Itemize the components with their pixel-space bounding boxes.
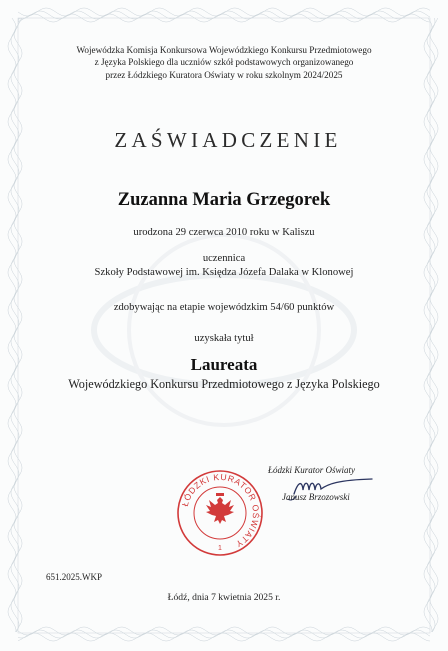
document-title: ZAŚWIADCZENIE — [114, 128, 342, 152]
school-name: Szkoły Podstawowej im. Księdza Józefa Dalaka w Klonowej — [94, 267, 354, 278]
guilloche-line — [424, 18, 432, 632]
eagle-emblem-icon — [206, 493, 234, 524]
recipient-name: Zuzanna Maria Grzegorek — [117, 190, 331, 210]
guilloche-line — [18, 11, 430, 19]
student-role: uczennica — [202, 253, 246, 264]
guilloche-line — [18, 8, 430, 16]
guilloche-line — [18, 627, 430, 635]
birth-info: urodzona 29 czerwca 2010 roku w Kaliszu — [133, 227, 315, 238]
guilloche-line — [14, 18, 22, 632]
stamp-ring-text: ŁÓDZKI KURATOR OŚWIATY — [179, 471, 262, 550]
reference-number: 651.2025.WKP — [46, 572, 102, 582]
stamp-number: 1 — [218, 545, 222, 552]
header-line: Wojewódzka Komisja Konkursowa Wojewódzkiego Konkursu Przedmiotowego — [76, 45, 372, 55]
guilloche-line — [430, 18, 438, 632]
signatory-name: Janusz Brzozowski — [282, 492, 350, 502]
official-stamp — [174, 467, 266, 559]
contest-name: Wojewódzkiego Konkursu Przedmiotowego z Języka Polskiego — [68, 377, 380, 391]
received-title-text: uzyskała tytuł — [194, 333, 254, 344]
guilloche-line — [8, 18, 16, 632]
guilloche-line — [427, 18, 435, 632]
signatory-title: Łódzki Kurator Oświaty — [268, 465, 356, 475]
header-line: z Języka Polskiego dla uczniów szkół podstawowych organizowanego — [94, 57, 354, 68]
points-info: zdobywając na etapie wojewódzkim 54/60 punktów — [113, 302, 335, 313]
header-line: przez Łódzkiego Kuratora Oświaty w roku szkolnym 2024/2025 — [105, 69, 343, 80]
issuer-header — [0, 44, 448, 81]
guilloche-line — [18, 633, 430, 641]
guilloche-line — [11, 18, 19, 632]
place-date: Łódź, dnia 7 kwietnia 2025 r. — [167, 592, 281, 603]
award-title: Laureata — [190, 355, 258, 374]
guilloche-line — [18, 14, 430, 22]
guilloche-line — [18, 630, 430, 638]
